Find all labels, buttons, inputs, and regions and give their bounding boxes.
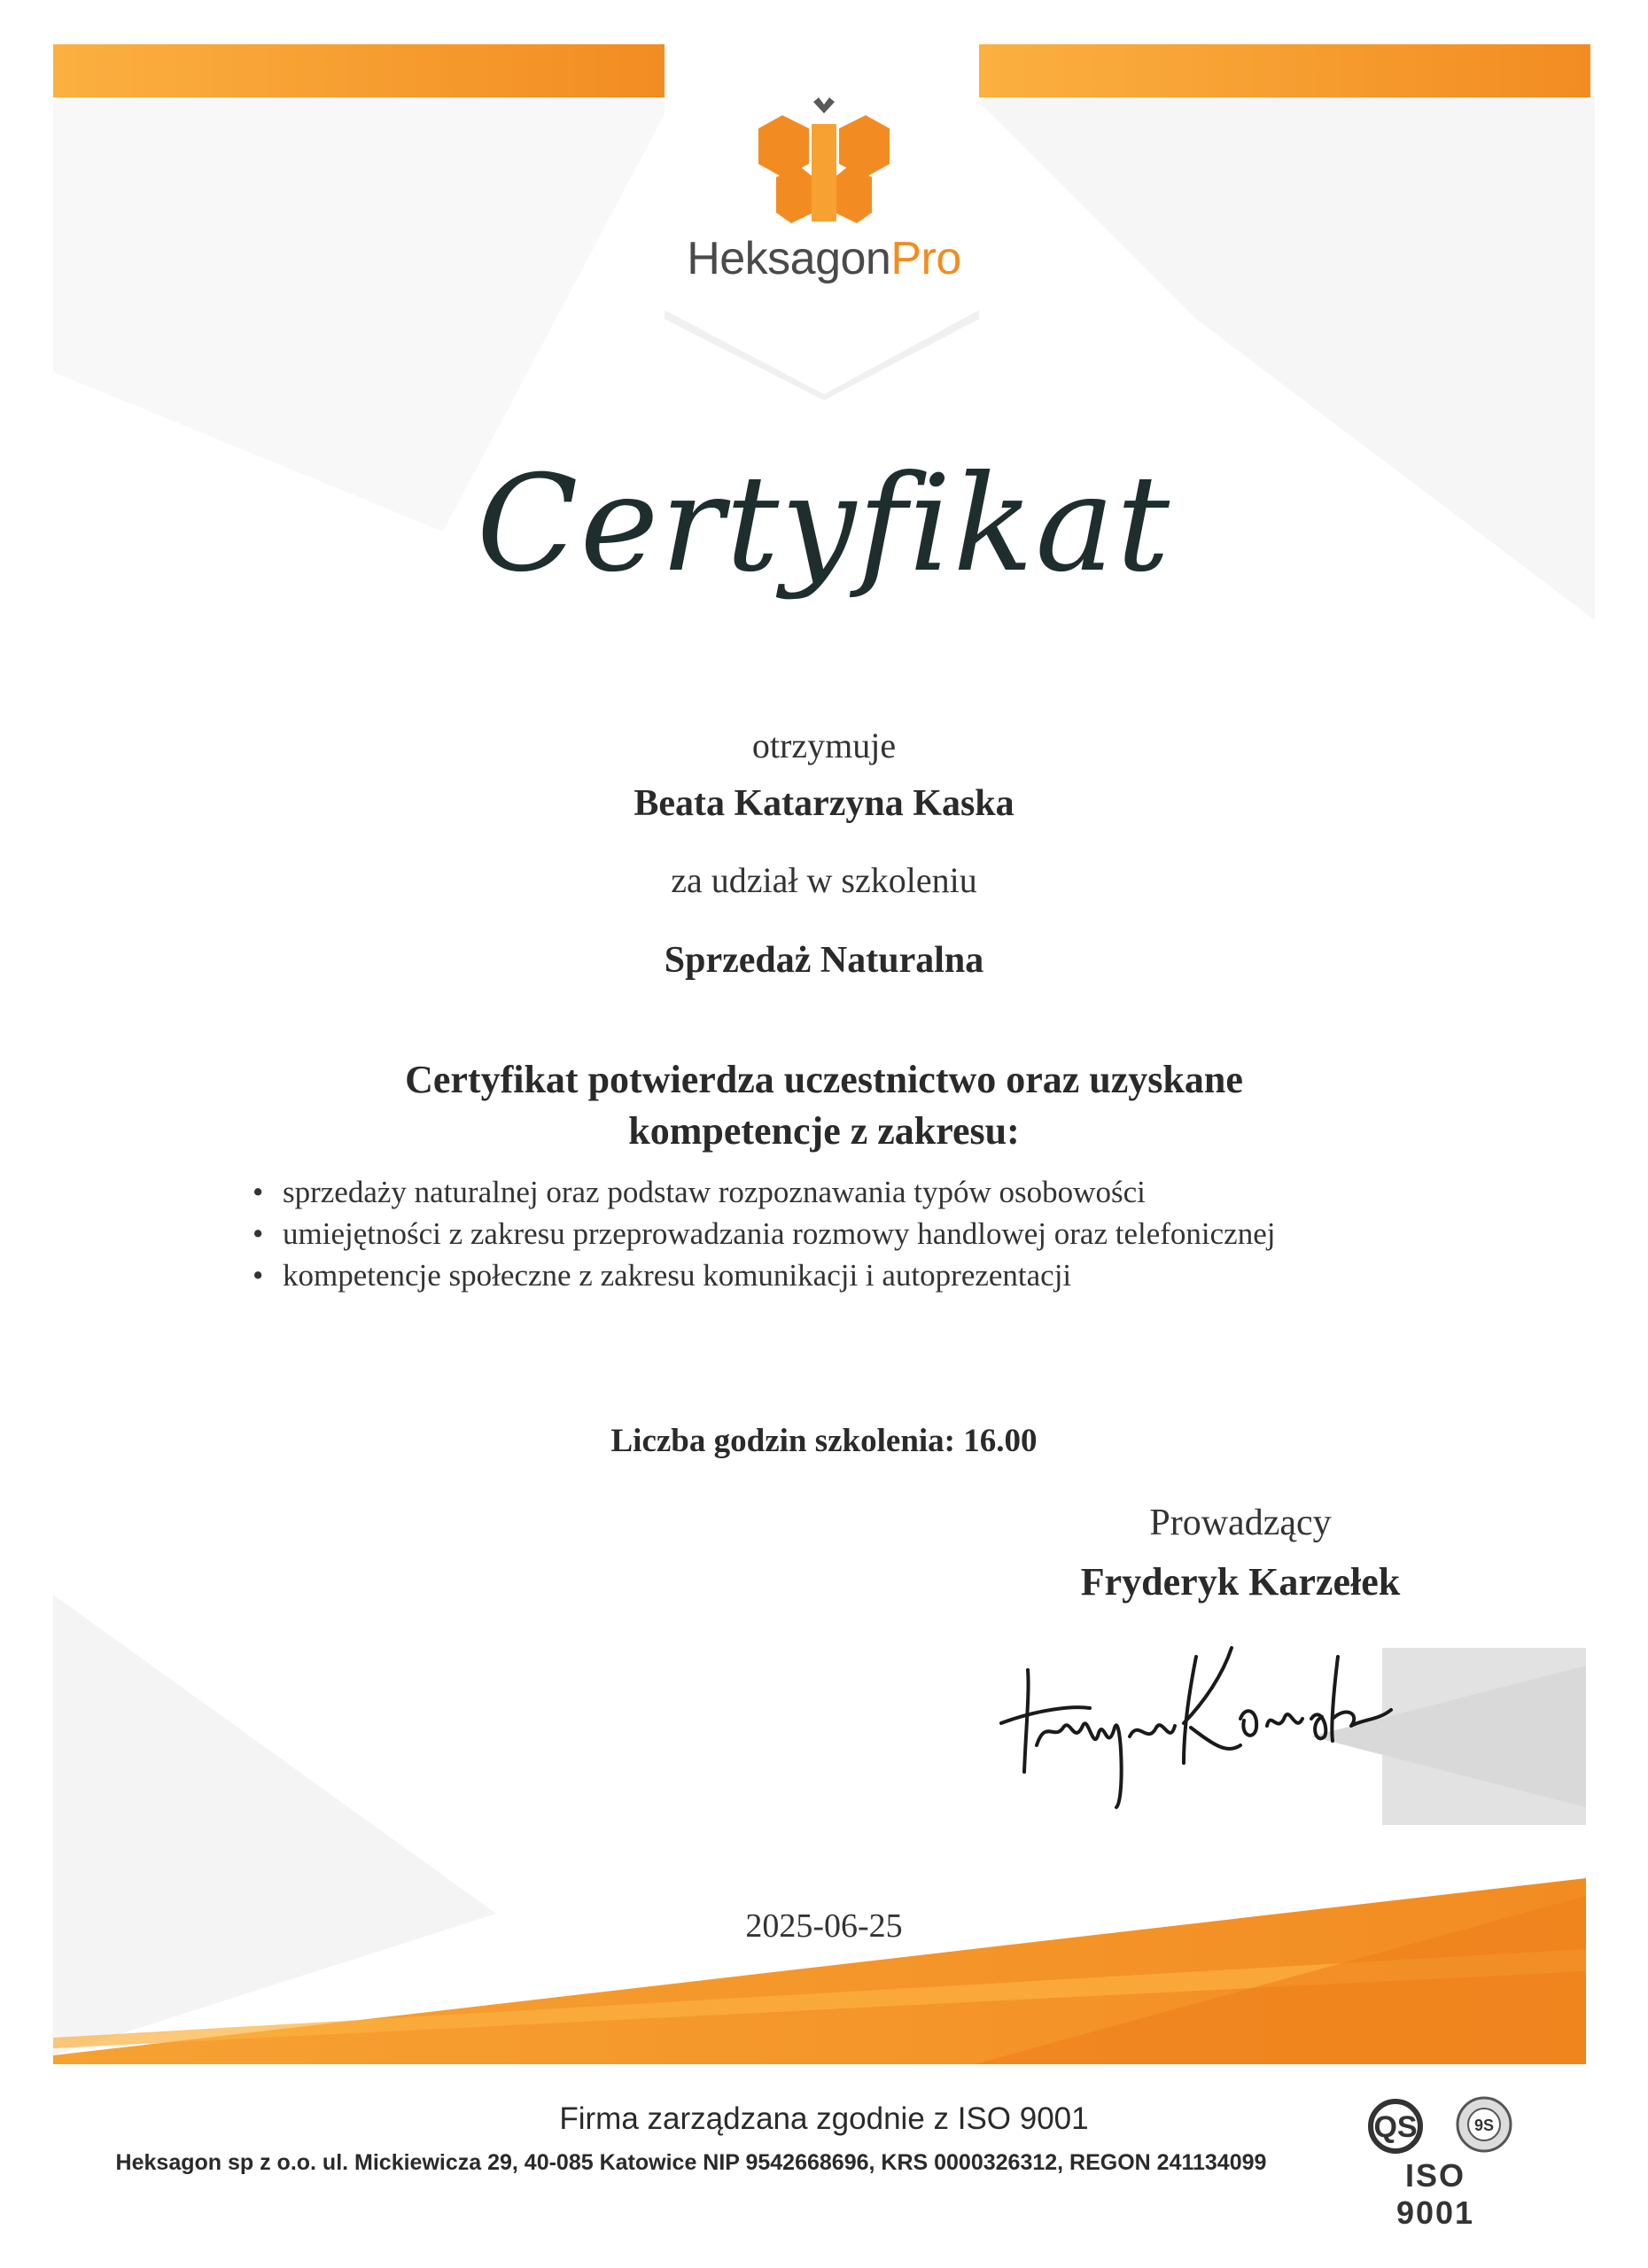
logo-wordmark [0,232,1648,285]
footer-iso-statement: Firma zarządzana zgodnie z ISO 9001 [559,2101,1089,2136]
trainer-name: Fryderyk Karzełek [1080,1560,1401,1604]
course-name: Sprzedaż Naturalna [664,940,984,981]
course-intro: za udział w szkoleniu [671,860,977,900]
training-hours: Liczba godzin szkolenia: 16.00 [610,1423,1038,1459]
top-bar-left [53,44,665,97]
trainer-signature [975,1621,1400,1816]
top-bar-right [979,44,1590,97]
competencies-heading-line1: Certyfikat potwierdza uczestnictwo oraz uzyskane [405,1058,1243,1101]
heksagon-logo-icon [751,89,897,230]
iso-badge-letters: QS [1373,2110,1418,2144]
iso-certification-badge-icon [1360,2091,1515,2162]
competency-item: • umiejętności z zakresu przeprowadzania rozmowy handlowej oraz telefonicznej [253,1213,1493,1254]
logo-brand-main: Heksagon [687,233,891,284]
iso-badge-text: ISO 9001 [1395,2157,1475,2231]
footer-company-details: Heksagon sp z o.o. ul. Mickiewicza 29, 40-085 Katowice NIP 9542668696, KRS 0000326312, REGON 241134099 [115,2150,1267,2175]
trainer-label: Prowadzący [1149,1503,1332,1543]
recipient-intro: otrzymuje [751,726,897,765]
logo-brand-accent: Pro [890,233,961,284]
issue-date: 2025-06-25 [745,1907,903,1945]
certificate-title: Certyfikat [476,447,1172,602]
competencies-heading [0,1054,1648,1157]
iso-seal-text: 9S [1473,2117,1495,2134]
competencies-heading-line2: kompetencje z zakresu: [628,1109,1020,1153]
competencies-list [253,1171,1493,1296]
recipient-name: Beata Katarzyna Kaska [634,783,1014,824]
competency-item: • sprzedaży naturalnej oraz podstaw rozpoznawania typów osobowości [253,1171,1493,1213]
competency-item: • kompetencje społeczne z zakresu komunikacji i autoprezentacji [253,1254,1493,1296]
